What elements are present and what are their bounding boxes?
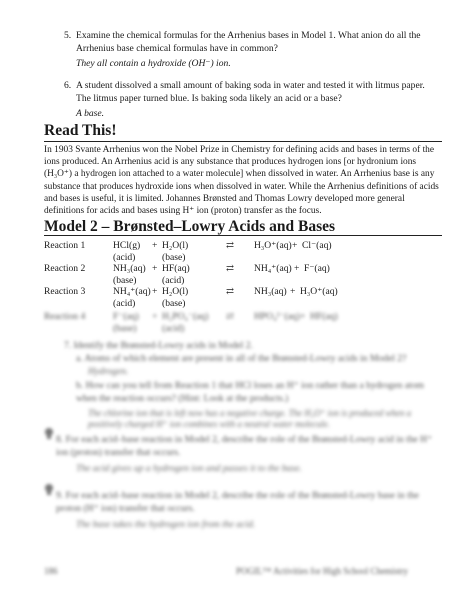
product-1: NH₃(aq) bbox=[254, 286, 287, 297]
question-7a: a. Atoms of which element are present in all of the Brønsted-Lowry acids in Model 2? bbox=[76, 353, 407, 364]
question-6 bbox=[64, 80, 444, 120]
plus-sign: + bbox=[292, 240, 298, 251]
plus-sign: + bbox=[152, 240, 158, 251]
question-9: 9. For each acid–base reaction in Model 2, describe the role of the Brønsted-Lowry base in the proton (H⁺ ion) transfer that occurs. bbox=[56, 490, 419, 514]
question-7: 7. Identify the Brønsted-Lowry acids in Model 2. bbox=[64, 340, 253, 351]
model-2-heading: Model 2 – Brønsted–Lowry Acids and Bases bbox=[44, 218, 336, 235]
equilibrium-arrow-icon: ⇄ bbox=[226, 263, 235, 274]
section-divider bbox=[44, 235, 442, 236]
reactant-2: HF(aq) bbox=[162, 263, 190, 274]
plus-sign: + bbox=[152, 311, 158, 322]
question-text: Examine the chemical formulas for the Arrhenius bases in Model 1. What anion do all the Arrhenius base chemical formulas have in common? bbox=[76, 30, 421, 54]
question-9-answer: The base takes the hydrogen ion from the acid. bbox=[76, 519, 256, 530]
reactant-2: H₂O(l) bbox=[162, 286, 189, 297]
product-2: Cl⁻(aq) bbox=[302, 240, 332, 251]
reactant-2: H₂PO₄⁻(aq) bbox=[162, 311, 209, 322]
reactant-2-role: (acid) bbox=[162, 275, 185, 286]
reaction-label: Reaction 4 bbox=[44, 311, 86, 322]
reactant-2-role: (base) bbox=[162, 252, 186, 263]
reactant-1-role: (base) bbox=[113, 323, 137, 334]
product-2: F⁻(aq) bbox=[304, 263, 330, 274]
product-2: HF(aq) bbox=[310, 311, 338, 322]
footer-title: POGIL™ Activities for High School Chemistry bbox=[236, 566, 409, 576]
plus-sign: + bbox=[290, 286, 296, 297]
question-5-answer: They all contain a hydroxide (OH⁻) ion. bbox=[76, 58, 231, 69]
read-this-paragraph: In 1903 Svante Arrhenius won the Nobel Prize in Chemistry for defining acids and bases in terms of the ions produced. An Arrhenius acid is any substance that produces hydrogen ions [or hydronium ions (H₃O⁺) a hydrogen ion attached to a water molecule] when dissolved in water. An Arrhenius base is any substance that produces hydroxide ions when dissolved in water. While the Arrhenius definitions of acids and bases is useful, it is limited. Johannes Brønsted and Thomas Lowry developed more general definitions for acids and bases using H⁺ ion (proton) transfer as the focus. bbox=[44, 145, 439, 217]
question-number: 6. bbox=[64, 80, 72, 91]
footer-page-number: 186 bbox=[44, 566, 58, 576]
plus-sign: + bbox=[300, 311, 306, 322]
reactant-2: H₂O(l) bbox=[162, 240, 189, 251]
question-8-answer: The acid gives up a hydrogen ion and passes it to the base. bbox=[76, 463, 302, 474]
plus-sign: + bbox=[152, 286, 158, 297]
reactant-1-role: (acid) bbox=[113, 252, 136, 263]
reactant-1: F⁻(aq) bbox=[113, 311, 139, 322]
equilibrium-arrow-icon: ⇄ bbox=[226, 311, 235, 322]
question-8: 8. For each acid–base reaction in Model 2, describe the role of the Brønsted-Lowry acid in the H⁺ ion (proton) transfer that occurs. bbox=[56, 434, 433, 458]
equilibrium-arrow-icon: ⇄ bbox=[226, 240, 235, 251]
read-this-heading: Read This! bbox=[44, 122, 117, 139]
product-1: HPO₄²⁻(aq) bbox=[254, 311, 300, 322]
reaction-3-row bbox=[0, 286, 474, 312]
plus-sign: + bbox=[294, 263, 300, 274]
question-7b-answer: The chlorine ion that is left now has a negative charge. The H₃O⁺ ion is produced when a positively charged H⁺ ion combines with a neutral water molecule. bbox=[88, 408, 412, 429]
product-2: H₃O⁺(aq) bbox=[300, 286, 338, 297]
reactant-1: NH₃(aq) bbox=[113, 263, 146, 274]
reaction-label: Reaction 3 bbox=[44, 286, 86, 297]
reactant-1: HCl(g) bbox=[113, 240, 141, 251]
thinking-icon bbox=[44, 484, 54, 496]
question-6-answer: A base. bbox=[76, 108, 105, 119]
question-text: A student dissolved a small amount of baking soda in water and tested it with litmus paper. The litmus paper turned blue. Is baking soda likely an acid or a base? bbox=[76, 80, 425, 104]
reactant-1-role: (base) bbox=[113, 275, 137, 286]
plus-sign: + bbox=[152, 263, 158, 274]
product-1: NH₄⁺(aq) bbox=[254, 263, 292, 274]
reactant-1: NH₄⁺(aq) bbox=[113, 286, 151, 297]
product-1: H₃O⁺(aq) bbox=[254, 240, 292, 251]
question-number: 5. bbox=[64, 30, 72, 41]
question-7b: b. How can you tell from Reaction 1 that HCl loses an H⁺ ion rather than a hydrogen atom when the reaction occurs? (Hint: Look at the products.) bbox=[76, 380, 424, 404]
reaction-label: Reaction 1 bbox=[44, 240, 86, 251]
reactant-2-role: (base) bbox=[162, 298, 186, 309]
reactant-2-role: (acid) bbox=[162, 323, 185, 334]
question-7a-answer: Hydrogen. bbox=[88, 366, 129, 377]
reaction-label: Reaction 2 bbox=[44, 263, 86, 274]
equilibrium-arrow-icon: ⇄ bbox=[226, 286, 235, 297]
section-divider bbox=[44, 141, 442, 142]
thinking-icon bbox=[44, 428, 54, 440]
reaction-4-row bbox=[0, 311, 474, 337]
reactant-1-role: (acid) bbox=[113, 298, 136, 309]
